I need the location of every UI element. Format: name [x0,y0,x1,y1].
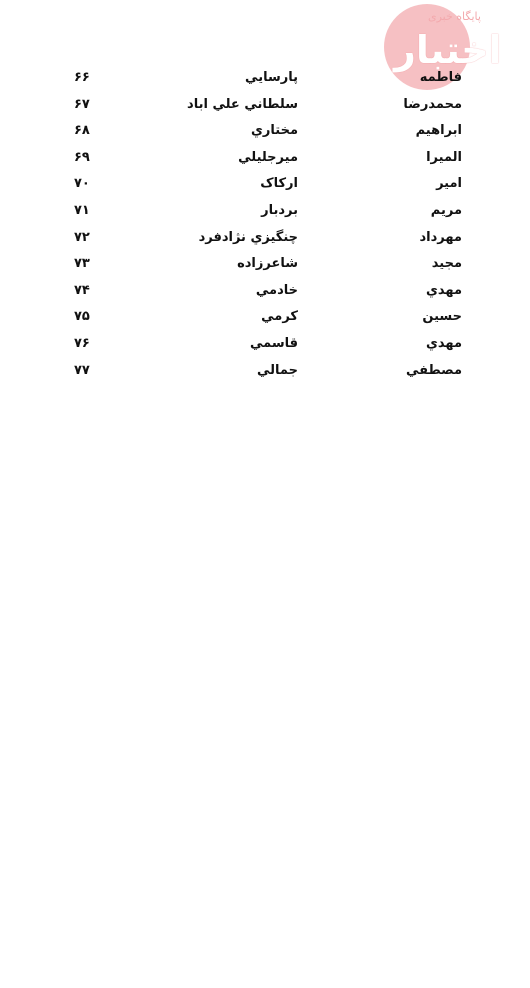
row-number: ۷۳ [74,256,90,272]
row-number: ۶۶ [74,70,90,85]
first-name: مريم [430,202,462,218]
list-row [0,119,530,146]
last-name: مختاري [250,123,298,139]
first-name: ابراهيم [415,123,462,139]
first-name: مهدي [425,335,462,351]
name-list [0,66,530,385]
row-number: ۶۸ [74,123,90,139]
first-name: فاطمه [419,70,462,85]
first-name: حسين [422,309,462,325]
last-name: قاسمي [249,335,298,351]
last-name: چنگيزي نژادفرد [198,229,298,245]
last-name: اركاک [260,176,298,192]
last-name: شاعرزاده [237,256,298,272]
list-row [0,199,530,226]
first-name: مهرداد [419,229,462,245]
list-row [0,226,530,253]
row-number: ۷۱ [74,202,90,218]
first-name: امير [436,176,462,192]
row-number: ۷۰ [74,176,90,192]
list-row [0,146,530,173]
row-number: ۷۷ [74,362,90,378]
row-number: ۷۶ [74,335,90,351]
list-row [0,93,530,120]
first-name: الميرا [426,149,462,165]
row-number: ۷۴ [74,282,90,298]
last-name: بردبار [261,202,298,218]
list-row [0,332,530,359]
first-name: محمدرضا [403,96,462,112]
list-row [0,172,530,199]
last-name: ميرجليلي [238,149,298,165]
row-number: ۶۹ [74,149,90,165]
last-name: خادمي [255,282,298,298]
row-number: ۶۷ [74,96,90,112]
list-row [0,66,530,93]
last-name: كرمي [261,309,298,325]
list-row [0,252,530,279]
list-row [0,305,530,332]
row-number: ۷۵ [74,309,90,325]
last-name: جمالي [257,362,298,378]
last-name: پارسايي [245,70,298,85]
watermark-small-text: پایگاه خبری [428,10,481,23]
list-row [0,279,530,306]
list-row [0,359,530,386]
watermark-big-text: اختبار [394,28,502,72]
first-name: مهدي [425,282,462,298]
first-name: مصطفي [405,362,462,378]
last-name: سلطاني علي اباد [187,96,298,112]
first-name: مجيد [431,256,462,272]
row-number: ۷۲ [74,229,90,245]
